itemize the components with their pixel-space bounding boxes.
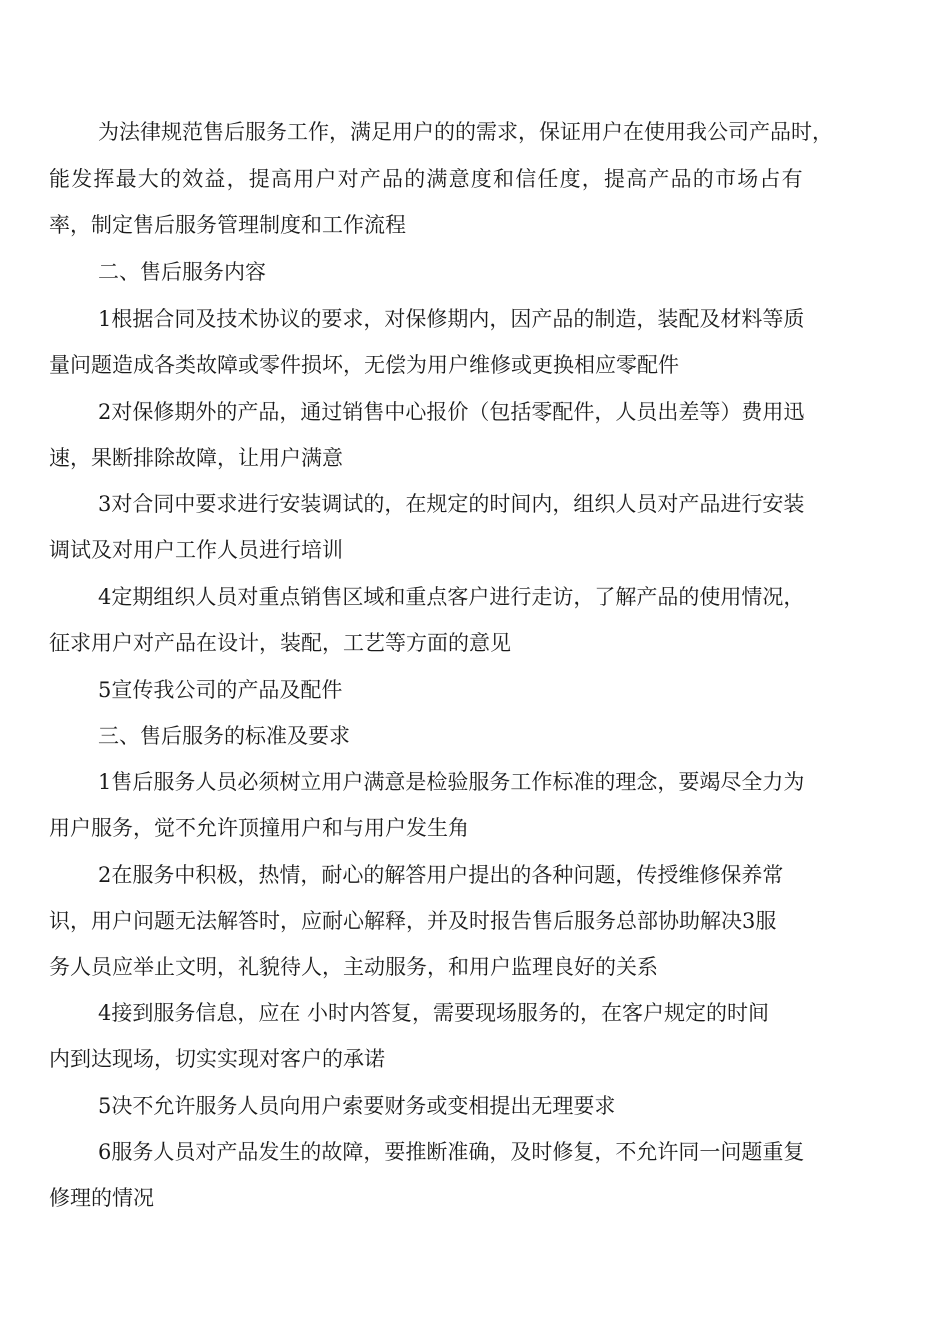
text-line: 4接到服务信息，应在 小时内答复，需要现场服务的，在客户规定的时间 [98, 1001, 770, 1025]
text-line: 用户服务，觉不允许顶撞用户和与用户发生角 [49, 816, 469, 840]
section-heading: 三、售后服务的标准及要求 [98, 724, 350, 748]
text-line: 识，用户问题无法解答时，应耐心解释，并及时报告售后服务总部协助解决3服 [49, 909, 777, 933]
text-line: 率，制定售后服务管理制度和工作流程 [49, 213, 406, 237]
text-line: 务人员应举止文明，礼貌待人，主动服务，和用户监理良好的关系 [49, 955, 658, 979]
text-line: 速，果断排除故障，让用户满意 [49, 446, 343, 470]
text-line: 2在服务中积极，热情，耐心的解答用户提出的各种问题，传授维修保养常 [98, 863, 784, 887]
text-line: 5决不允许服务人员向用户索要财务或变相提出无理要求 [98, 1094, 616, 1118]
text-line: 修理的情况 [49, 1186, 154, 1210]
section-heading: 二、售后服务内容 [98, 260, 266, 284]
text-line: 2对保修期外的产品，通过销售中心报价（包括零配件，人员出差等）费用迅 [98, 400, 805, 424]
text-line: 调试及对用户工作人员进行培训 [49, 538, 343, 562]
text-line: 内到达现场，切实实现对客户的承诺 [49, 1047, 385, 1071]
text-line: 征求用户对产品在设计，装配，工艺等方面的意见 [49, 631, 511, 655]
text-line: 4定期组织人员对重点销售区域和重点客户进行走访，了解产品的使用情况， [98, 585, 805, 609]
text-line: 6服务人员对产品发生的故障，要推断准确，及时修复，不允许同一问题重复 [98, 1140, 805, 1164]
text-line: 5宣传我公司的产品及配件 [98, 678, 343, 702]
text-line: 3对合同中要求进行安装调试的，在规定的时间内，组织人员对产品进行安装 [98, 492, 805, 516]
text-line: 量问题造成各类故障或零件损坏，无偿为用户维修或更换相应零配件 [49, 353, 679, 377]
text-line: 为法律规范售后服务工作，满足用户的的需求，保证用户在使用我公司产品时， [98, 120, 833, 144]
text-line: 1根据合同及技术协议的要求，对保修期内，因产品的制造，装配及材料等质 [98, 307, 805, 331]
text-line: 1售后服务人员必须树立用户满意是检验服务工作标准的理念，要竭尽全力为 [98, 770, 805, 794]
text-line: 能发挥最大的效益，提高用户对产品的满意度和信任度，提高产品的市场占有 [49, 167, 804, 191]
